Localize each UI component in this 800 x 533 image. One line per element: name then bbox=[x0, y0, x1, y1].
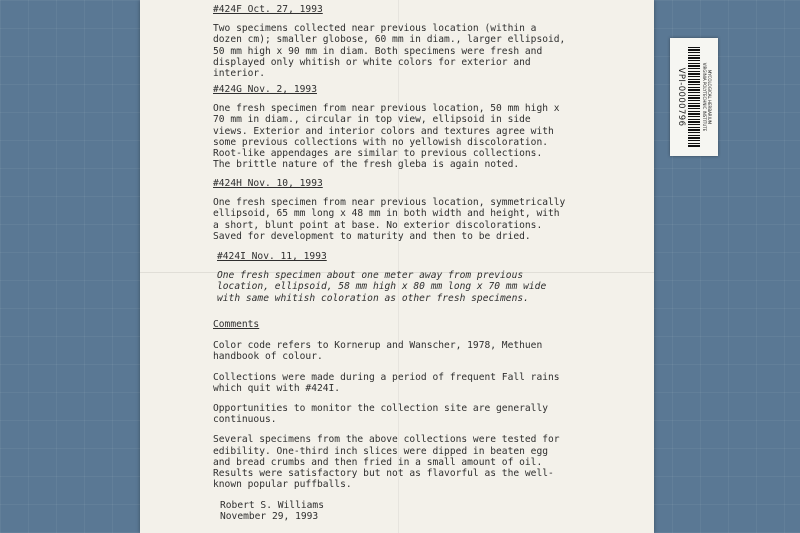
entry-424f bbox=[213, 4, 573, 79]
comments-heading: Comments bbox=[213, 319, 260, 330]
entry-heading: #424I Nov. 11, 1993 bbox=[217, 251, 327, 262]
document-sheet bbox=[140, 0, 654, 533]
entry-424i bbox=[217, 251, 577, 304]
entry-424h bbox=[213, 178, 573, 242]
label-content bbox=[676, 41, 712, 153]
entry-body: One fresh specimen from near previous location, 50 mm high x 70 mm in diam., circular in top view, ellipsoid in side views. Exterior and interior colors and textures agree with some previous collections with no yellowish discoloration. Root-like appendages are similar to previous collections. The brittle nature of the fresh gleba is again noted. bbox=[213, 103, 560, 171]
entry-body: One fresh specimen from near previous location, symmetrically ellipsoid, 65 mm long x 48 mm in both width and height, with a short, blunt point at base. No exterior discolorations. Saved for development to maturity and then to be dried. bbox=[213, 197, 566, 242]
herbarium-barcode-label bbox=[670, 38, 718, 156]
entry-heading: #424G Nov. 2, 1993 bbox=[213, 84, 317, 95]
entry-body: One fresh specimen about one meter away from previous location, ellipsoid, 58 mm high x 80 mm long x 70 mm wide with same whitish coloration as other fresh specimens. bbox=[217, 270, 547, 304]
entry-heading: #424F Oct. 27, 1993 bbox=[213, 4, 323, 15]
comment-paragraph: Opportunities to monitor the collection site are generally continuous. bbox=[213, 403, 549, 426]
comments-section bbox=[213, 319, 583, 499]
comment-paragraph: Collections were made during a period of frequent Fall rains which quit with #424I. bbox=[213, 371, 560, 394]
label-herbarium-name: MYCOLOGICAL HERBARIUM bbox=[707, 69, 712, 125]
comment-paragraph: Color code refers to Kornerup and Wanscher, 1978, Methuen handbook of colour. bbox=[213, 340, 543, 363]
comment-paragraph: Several specimens from the above collections were tested for edibility. One-third inch slices were dipped in beaten egg and bread crumbs and then fried in a small amount of oil. Results were satisfactory but not as flavorful as the well- known popular puffballs. bbox=[213, 434, 560, 491]
barcode-icon bbox=[688, 47, 700, 147]
label-institution: VIRGINIA POLYTECHNIC INSTITUTE bbox=[702, 62, 707, 132]
signature-block: Robert S. Williams November 29, 1993 bbox=[220, 500, 324, 523]
label-specimen-id: VPI-0000796 bbox=[676, 67, 686, 127]
entry-424g bbox=[213, 84, 573, 170]
entry-heading: #424H Nov. 10, 1993 bbox=[213, 178, 323, 189]
entry-body: Two specimens collected near previous location (within a dozen cm); smaller globose, 60 mm in diam., larger ellipsoid, 50 mm high x 90 mm in diam. Both specimens were fresh and displayed only whitish or white colors for exterior and interior. bbox=[213, 23, 566, 80]
